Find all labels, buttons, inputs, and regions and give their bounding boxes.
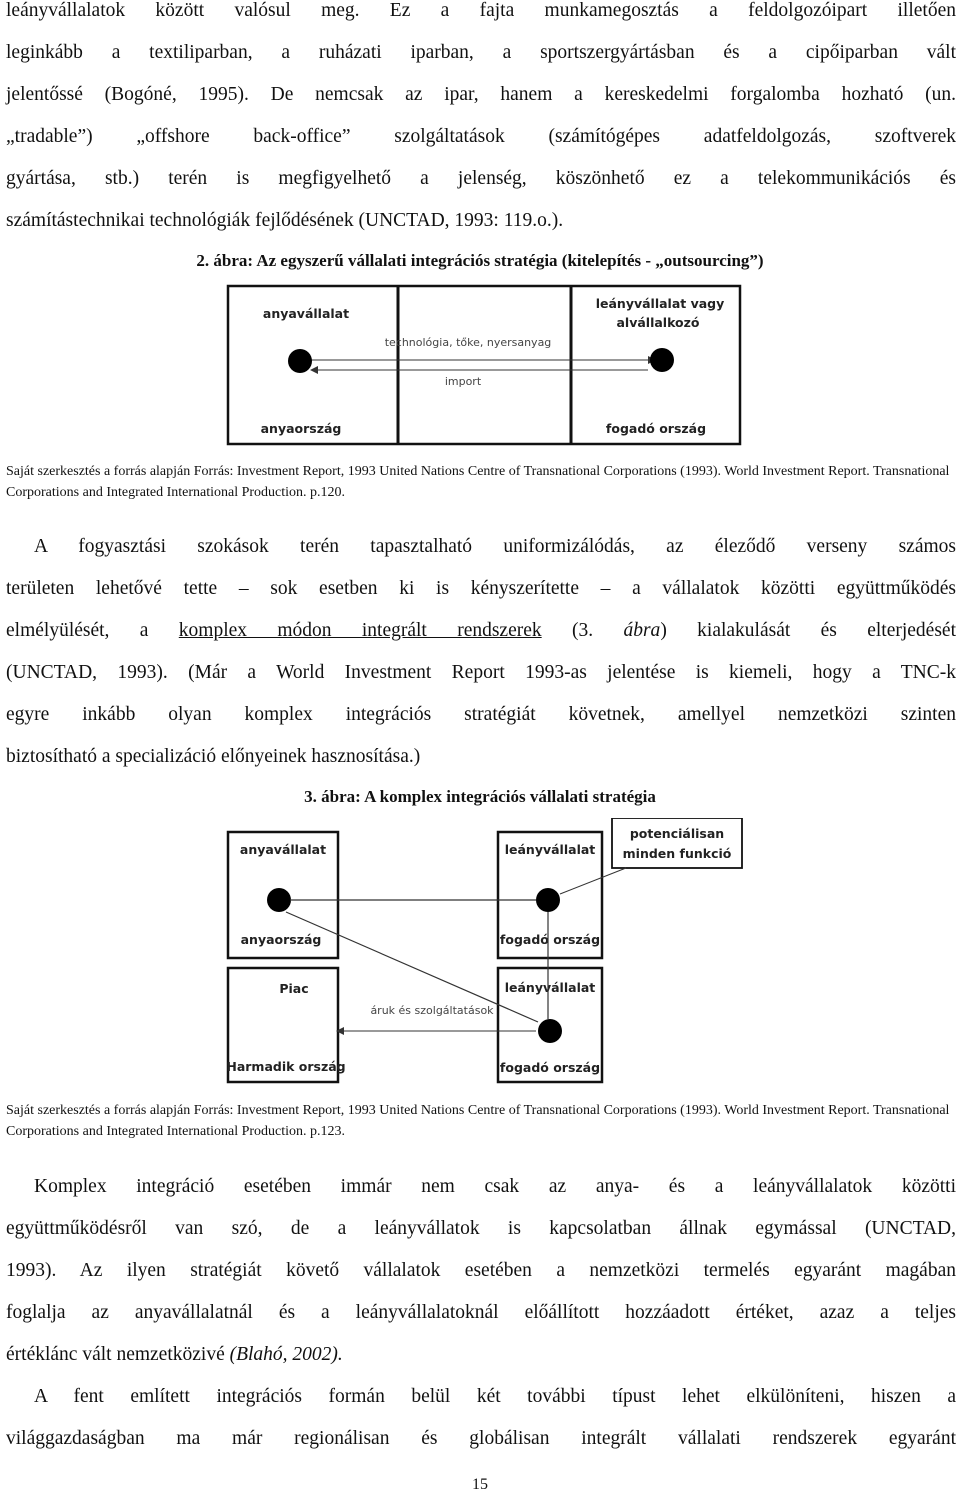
underlined-term: komplex módon integrált rendszerek [178, 620, 542, 641]
text-line: egyre inkább olyan komplex integrációs stratégiát követnek, amellyel nemzetközi szinten [6, 704, 956, 725]
label-goods-services: áruk és szolgáltatások [370, 1004, 494, 1017]
text-fragment: elmélyülését, a [6, 620, 179, 641]
label-host-country: fogadó ország [605, 421, 707, 436]
label-technology-capital: technológia, tőke, nyersanyag [384, 336, 552, 349]
text-line: Komplex integráció esetében immár nem csak az anya- és a leányvállalatok közötti [34, 1176, 956, 1197]
label-parent-company: anyavállalat [262, 306, 350, 321]
text-line: gyártása, stb.) terén is megfigyelhető a jelenség, köszönhető ez a telekommunikációs és [6, 168, 956, 189]
text-fragment: (3. [541, 620, 624, 641]
text-line: világgazdaságban ma már regionálisan és globálisan integrált vállalati rendszerek egyaránt [6, 1428, 956, 1449]
text-fragment: értéklánc vált nemzetközivé [6, 1344, 230, 1365]
text-line: „tradable”) „offshore back-office” szolgáltatások (számítógépes adatfeldolgozás, szoftverek [6, 126, 956, 147]
text-line: együttműködésről van szó, de a leányvállatok is kapcsolatban állnak egymással (UNCTAD, [6, 1218, 956, 1239]
figure-3-source: Saját szerkesztés a forrás alapján Forrás: Investment Report, 1993 United Nations Centre of Transnational Corporations (1993). World Investment Report. Transnational Corporations and Integrated International Production. p.123. [6, 1103, 950, 1139]
label-affiliate-bottom: leányvállalat [504, 980, 596, 995]
figure-3-title: 3. ábra: A komplex integrációs vállalati stratégia [304, 787, 656, 806]
affiliate-bottom-node [538, 1019, 562, 1043]
label-market: Piac [279, 981, 309, 996]
parent-company-node [288, 349, 312, 373]
label-affiliate-top: leányvállalat [504, 842, 596, 857]
text-line: A fogyasztási szokások terén tapasztalható uniformizálódás, az éleződő verseny számos [34, 536, 956, 557]
paragraph-top [6, 0, 956, 242]
page-number: 15 [472, 1476, 488, 1493]
text-line: 1993). Az ilyen stratégiát követő vállalatok esetében a nemzetközi termelés egyaránt magában [6, 1260, 956, 1281]
italic-fragment: ábra [623, 620, 661, 641]
label-home-country: anyaország [260, 421, 342, 436]
label-affiliate: leányvállalat vagy [595, 296, 725, 311]
affiliate-node [650, 348, 674, 372]
label-subcontractor: alvállalkozó [616, 315, 700, 330]
figure-3-diagram [226, 818, 746, 1084]
paragraph-last [6, 1418, 956, 1460]
label-parent-company: anyavállalat [239, 842, 327, 857]
text-line [6, 610, 956, 652]
text-line [6, 1334, 956, 1376]
text-line: foglalja az anyavállalatnál és a leányvállalatoknál előállított hozzáadott értéket, azaz a teljes [6, 1302, 956, 1323]
text-line: (UNCTAD, 1993). (Már a World Investment Report 1993-as jelentése is kiemeli, hogy a TNC-k [6, 662, 956, 683]
figure-2-diagram [226, 284, 742, 448]
text-line: biztosítható a specializáció előnyeinek hasznosítása.) [6, 746, 421, 767]
callout-line-1: potenciálisan [629, 826, 725, 841]
text-line: területen lehetővé tette – sok esetben ki is kényszerítette – a vállalatok közötti együttműködés [6, 578, 956, 599]
callout-line-2: minden funkció [622, 846, 732, 861]
paragraph-last-first [6, 1376, 956, 1418]
figure-2-source: Saját szerkesztés a forrás alapján Forrás: Investment Report, 1993 United Nations Centre of Transnational Corporations (1993). World Investment Report. Transnational Corporations and Integrated International Production. p.120. [6, 464, 950, 500]
text-line: leginkább a textiliparban, a ruházati iparban, a sportszergyártásban és a cipőiparban vált [6, 42, 956, 63]
paragraph-bottom [6, 1208, 956, 1376]
paragraph-middle-first [6, 526, 956, 568]
label-home-country: anyaország [240, 932, 322, 947]
citation: (Blahó, 2002). [229, 1344, 343, 1365]
text-line: leányvállalatok között valósul meg. Ez a fajta munkamegosztás a feldolgozóipart illetően [6, 0, 956, 21]
affiliate-top-node [536, 888, 560, 912]
parent-node [267, 888, 291, 912]
text-line: jelentőssé (Bogóné, 1995). De nemcsak az ipar, hanem a kereskedelmi forgalomba hozható (un. [6, 84, 956, 105]
label-host-country-bottom: fogadó ország [499, 1060, 601, 1075]
figure-2-title: 2. ábra: Az egyszerű vállalati integrációs stratégia (kitelepítés - „outsourcing”) [196, 251, 764, 270]
label-import: import [444, 375, 482, 388]
label-host-country-top: fogadó ország [499, 932, 601, 947]
text-line: A fent említett integrációs formán belül két további típust lehet elkülöníteni, hiszen a [34, 1386, 956, 1407]
paragraph-middle [6, 568, 956, 778]
text-line: számítástechnikai technológiák fejlődésének (UNCTAD, 1993: 119.o.). [6, 210, 564, 231]
text-fragment: ) kialakulását és elterjedését [660, 620, 956, 641]
label-third-country: Harmadik ország [226, 1059, 346, 1074]
paragraph-bottom-first [6, 1166, 956, 1208]
